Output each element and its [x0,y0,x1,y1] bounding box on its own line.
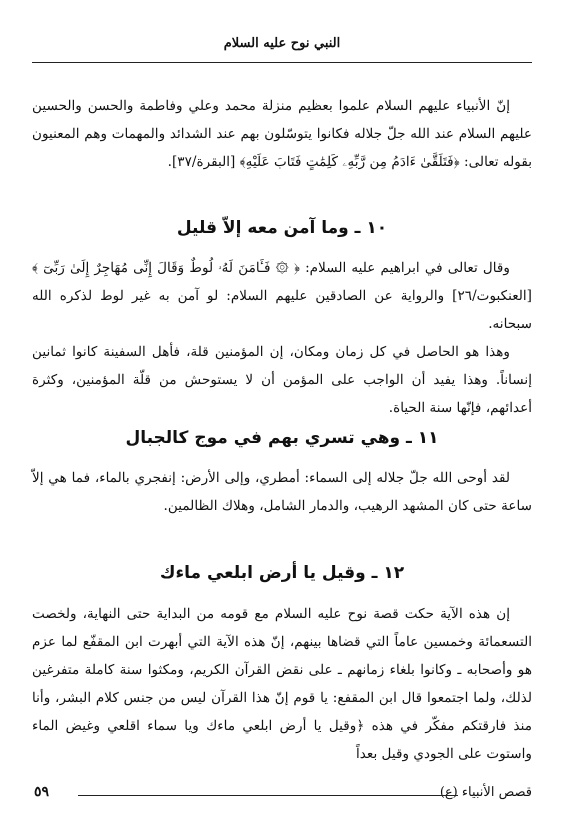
paragraph-1 [32,92,532,176]
header-divider [32,62,532,63]
paragraph-text: وقال تعالى في ابراهيم عليه السلام: ﴿ ۞ فَـَٔامَنَ لَهُۥ لُوطٌ وَقَالَ إِنِّى مُهَاجِرٌ إِلَىٰ رَبِّىٓ ﴾ [العنكبوت/٢٦] والرواية عن الصادقين عليهم السلام: لو آمن به غير لوط لذكره الله سبحانه. [32,260,532,332]
running-head: النبي نوح عليه السلام [223,36,341,51]
paragraph-text: وهذا هو الحاصل في كل زمان ومكان، إن المؤمنين قلة، فأهل السفينة كانوا ثمانين إنساناً. وهذا يفيد أن الواجب على المؤمن أن لا يستوحش من قلّة المؤمنين، وكثرة أعدائهم، فإنّها سنة الحياة. [32,344,532,416]
section-heading-10: ١٠ ـ وما آمن معه إلاّ قليل [176,218,388,238]
section-heading-12: ١٢ ـ وقيل يا أرض ابلعي ماءك [159,563,405,583]
paragraph-4 [32,464,532,520]
footer-book-title: قصص الأنبياء (ع) [439,785,532,800]
paragraph-3 [32,338,532,422]
paragraph-5 [32,600,532,768]
paragraph-text: إنّ الأنبياء عليهم السلام علموا بعظيم منزلة محمد وعلي وفاطمة والحسن والحسين عليهم السلام عند الله جلّ جلاله فكانوا يتوسّلون بهم عند الشدائد والمهمات وهم المعنيون بقوله تعالى: ﴿فَتَلَقَّىٰ ءَادَمُ مِن رَّبِّهِۦ كَلِمَٰتٍ فَتَابَ عَلَيْهِ﴾ [البقرة/٣٧]. [32,98,532,170]
paragraph-text: إن هذه الآية حكت قصة نوح عليه السلام مع قومه من البداية حتى النهاية، ولخصت التسعمائة وخمسين عاماً التي قضاها بينهم، إنّ هذه الآية التي أبهرت ابن المقفّع لما عزم هو وأصحابه ـ وكانوا بلغاء زمانهم ـ على نقض القرآن الكريم، ومكثوا سنة كاملة متفرغين لذلك، ولما اجتمعوا قال ابن المقفع: يا قوم إنّ هذا القرآن ليس من جنس كلام البشر، وأنا منذ فارقتكم مفكّر في هذه ﴿وقيل يا أرض ابلعي ماءك ويا سماء اقلعي وغيض الماء واستوت على الجودي وقيل بعداً [32,606,532,762]
section-heading-11: ١١ ـ وهي تسري بهم في موج كالجبال [125,428,439,448]
paragraph-text: لقد أوحى الله جلّ جلاله إلى السماء: أمطري، وإلى الأرض: إنفجري بالماء، فما هي إلاّ ساعة حتى كان المشهد الرهيب، والدمار الشامل، وهلاك الظالمين. [32,470,532,514]
page-number: ٥٩ [34,784,50,800]
footer-divider [78,795,458,796]
paragraph-2 [32,254,532,338]
